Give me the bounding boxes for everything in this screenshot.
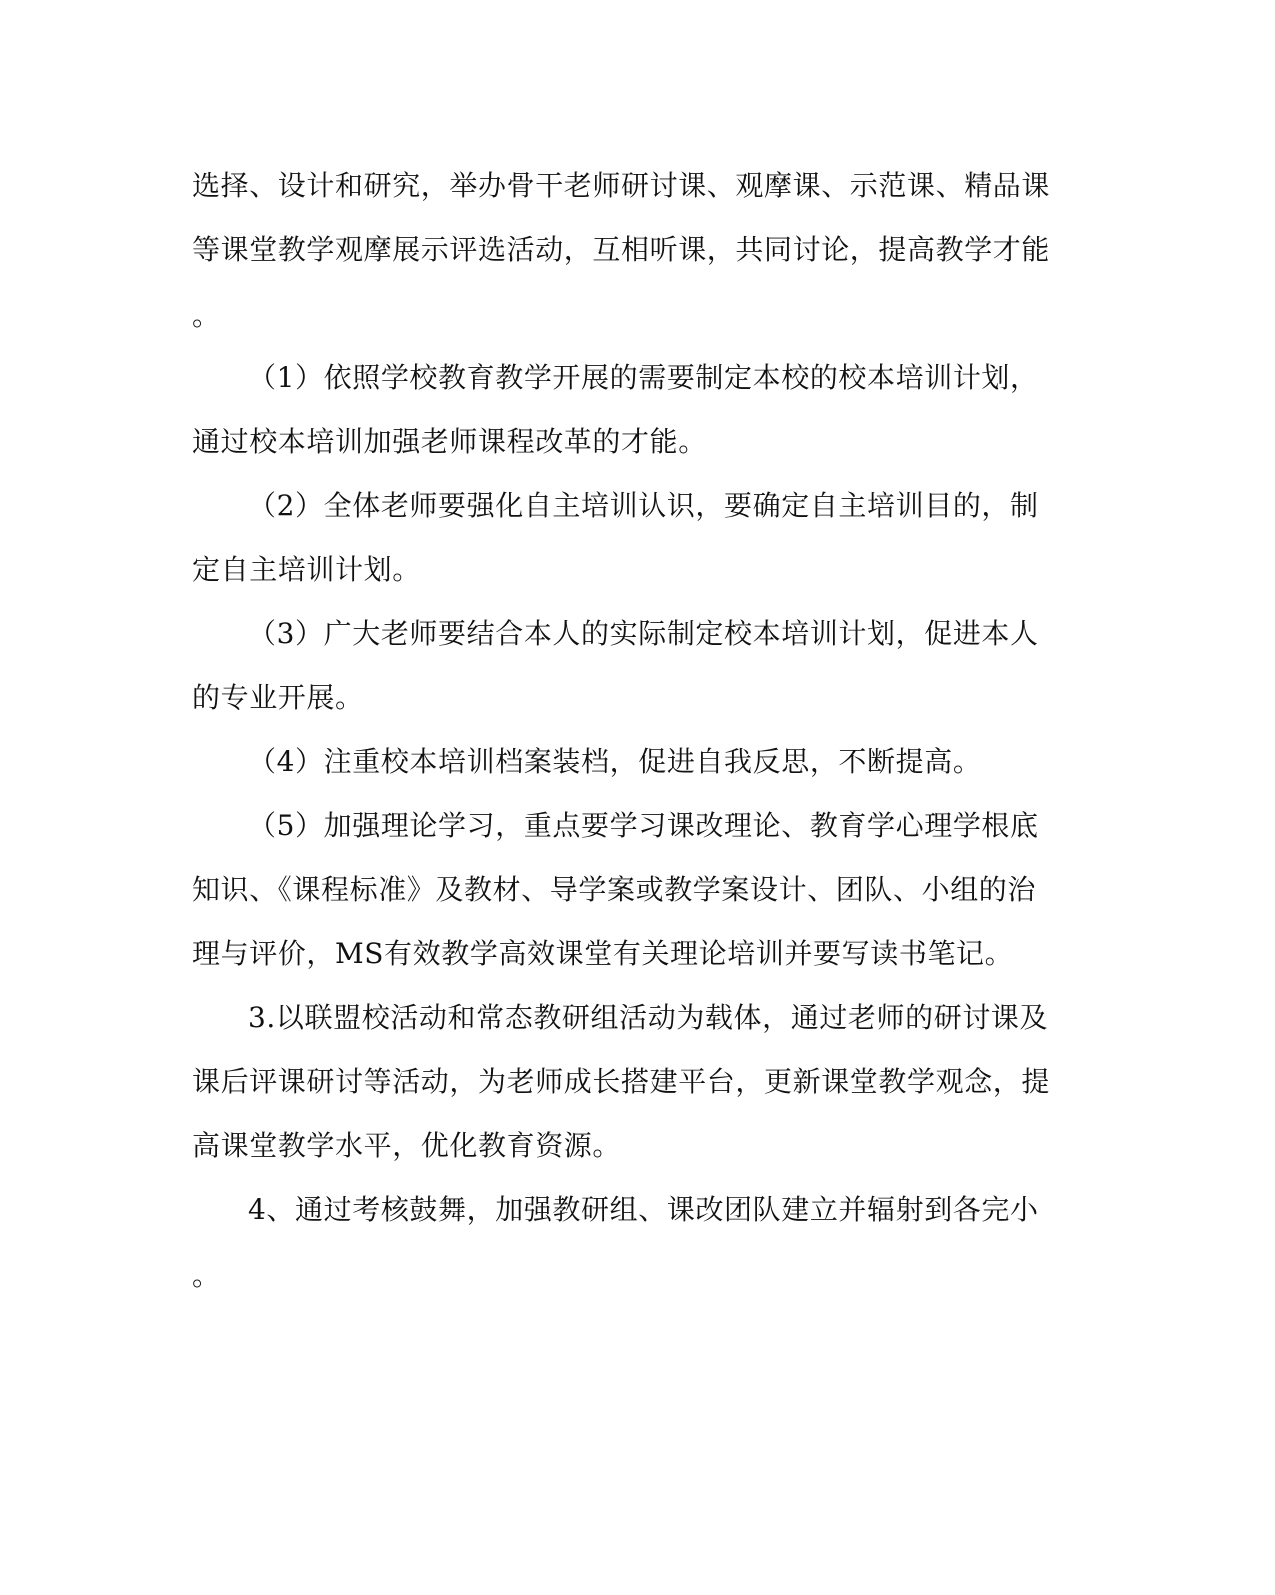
paragraph-item-4-line: （4）注重校本培训档案装档，促进自我反思，不断提高。 — [248, 745, 982, 778]
paragraph-item-4-main-line: 4、通过考核鼓舞，加强教研组、课改团队建立并辐射到各完小 — [248, 1193, 1039, 1226]
text-line: 知识、《课程标准》及教材、导学案或教学案设计、团队、小组的治 — [192, 873, 1037, 906]
text-line: 定自主培训计划。 — [192, 553, 421, 586]
text-line: 课后评课研讨等活动，为老师成长搭建平台，更新课堂教学观念，提 — [192, 1065, 1051, 1098]
paragraph-item-2-line: （2）全体老师要强化自主培训认识，要确定自主培训目的，制 — [248, 489, 1039, 522]
paragraph-item-1-line: （1）依照学校教育教学开展的需要制定本校的校本培训计划， — [248, 361, 1039, 394]
paragraph-item-3-main-line: 3.以联盟校活动和常态教研组活动为载体，通过老师的研讨课及 — [248, 1001, 1049, 1034]
text-line: 。 — [192, 1259, 221, 1292]
text-line: 高课堂教学水平，优化教育资源。 — [192, 1129, 622, 1162]
paragraph-item-3-line: （3）广大老师要结合本人的实际制定校本培训计划，促进本人 — [248, 617, 1039, 650]
text-line: 等课堂教学观摩展示评选活动，互相听课，共同讨论，提高教学才能 — [192, 233, 1051, 266]
text-line: 的专业开展。 — [192, 681, 364, 714]
text-line: 。 — [192, 299, 221, 332]
text-line: 选择、设计和研究，举办骨干老师研讨课、观摩课、示范课、精品课 — [192, 169, 1051, 202]
text-line: 通过校本培训加强老师课程改革的才能。 — [192, 425, 707, 458]
text-line: 理与评价，MS有效教学高效课堂有关理论培训并要写读书笔记。 — [192, 937, 1014, 970]
paragraph-item-5-line: （5）加强理论学习，重点要学习课改理论、教育学心理学根底 — [248, 809, 1039, 842]
